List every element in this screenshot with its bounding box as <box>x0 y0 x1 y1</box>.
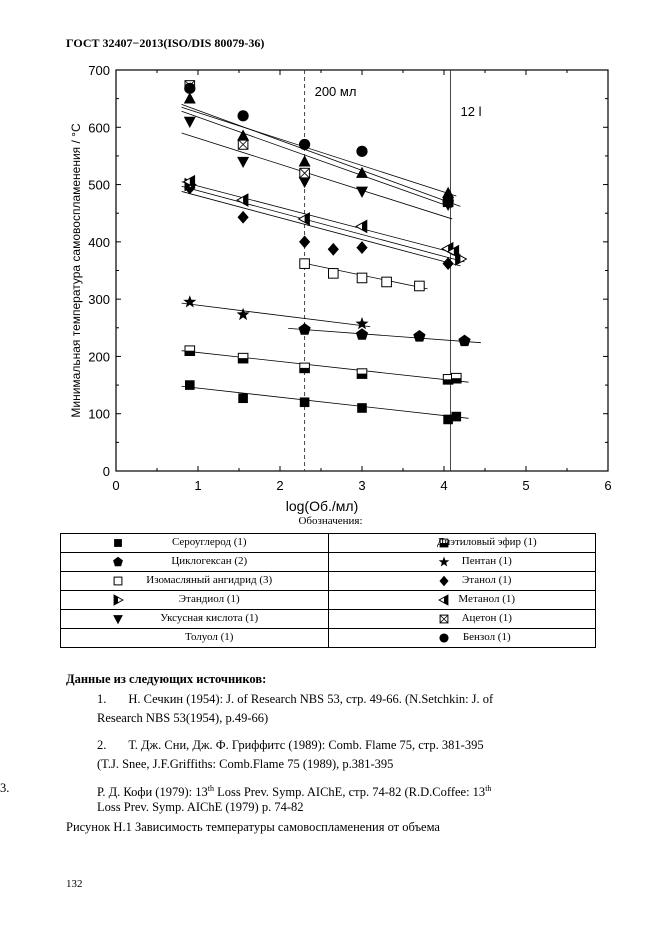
y-tick-label: 0 <box>102 464 110 479</box>
trend-line <box>182 186 465 262</box>
data-point <box>185 346 195 356</box>
data-point <box>238 140 248 150</box>
legend-label: Этанол (1) <box>462 574 512 586</box>
legend-label: Циклогексан (2) <box>171 555 248 567</box>
y-tick-label: 200 <box>88 349 110 365</box>
legend-label: Пентан (1) <box>461 555 512 567</box>
data-point <box>443 196 454 207</box>
trend-line <box>182 104 461 206</box>
legend-item <box>329 629 596 647</box>
legend-item <box>61 553 328 571</box>
legend-label: Ацетон (1) <box>461 612 512 624</box>
reference-2-continued: (T.J. Snee, J.F.Griffiths: Comb.Flame 75 (1989), p.381-395 <box>97 757 394 771</box>
data-point <box>329 269 339 279</box>
data-point <box>356 220 367 232</box>
reference-2 <box>97 736 484 755</box>
x-axis-label: log(Об./мл) <box>285 498 359 514</box>
data-point <box>299 323 311 335</box>
data-point <box>300 168 310 178</box>
data-point <box>357 273 367 283</box>
reference-number: 2. <box>97 738 107 752</box>
y-tick-label: 400 <box>88 234 110 250</box>
y-tick-label: 100 <box>88 406 110 422</box>
legend-row <box>61 610 596 629</box>
data-point <box>184 83 195 94</box>
legend-row <box>61 553 596 572</box>
data-point <box>300 397 310 407</box>
trend-line <box>182 303 371 326</box>
data-point <box>357 369 367 379</box>
reference-3-continued: Loss Prev. Symp. AIChE (1979) p. 74-82 <box>97 800 304 814</box>
legend-row <box>61 629 596 648</box>
data-point <box>237 157 249 168</box>
legend-item <box>329 610 596 628</box>
trend-line <box>182 351 469 383</box>
data-point <box>357 403 367 413</box>
legend-label: Сероуглерод (1) <box>171 536 247 548</box>
data-point <box>238 110 249 121</box>
data-point <box>356 146 367 157</box>
x-tick-label: 1 <box>194 478 202 493</box>
y-tick-label: 300 <box>88 292 110 308</box>
legend-row <box>61 591 596 610</box>
data-point <box>299 177 311 188</box>
data-point <box>300 259 310 269</box>
data-point <box>443 257 454 270</box>
legend-item <box>329 553 596 571</box>
reference-number: 1. <box>97 692 107 706</box>
data-point <box>452 412 462 422</box>
autoignition-chart <box>0 55 661 515</box>
data-point <box>299 139 310 150</box>
data-point <box>443 415 453 425</box>
trend-line <box>182 182 461 255</box>
document-header: ГОСТ 32407−2013(ISO/DIS 80079-36) <box>66 36 265 50</box>
legend-label: Толуол (1) <box>185 631 234 643</box>
data-point <box>238 211 249 224</box>
data-point <box>238 393 248 403</box>
data-point <box>184 117 196 128</box>
annotation-label: 200 мл <box>314 84 357 99</box>
x-tick-label: 0 <box>112 478 120 493</box>
legend-item <box>61 572 328 590</box>
reference-3: Р. Д. Кофи (1979): 13th Loss Prev. Symp. AIChE, стр. 74-82 (R.D.Coffee: 13th <box>97 784 492 800</box>
data-point <box>413 330 425 342</box>
data-point <box>237 194 248 206</box>
legend-item <box>329 591 596 609</box>
figure-caption: Рисунок Н.1 Зависимость температуры самовоспламенения от объема <box>66 820 440 834</box>
data-point <box>382 277 392 287</box>
legend-item <box>61 534 328 552</box>
page-number: 132 <box>66 878 83 890</box>
data-point <box>299 155 311 166</box>
data-point <box>356 187 368 198</box>
data-point <box>356 317 369 329</box>
data-point <box>328 243 339 256</box>
legend-label: Уксусная кислота (1) <box>160 612 259 624</box>
data-point <box>452 373 462 383</box>
data-point <box>238 353 248 363</box>
legend-row <box>61 572 596 591</box>
y-tick-label: 600 <box>88 120 110 136</box>
data-point <box>237 129 249 140</box>
data-point <box>185 380 195 390</box>
trend-line <box>182 386 469 418</box>
data-point <box>458 335 470 347</box>
y-axis-label: Минимальная температура самовоспламенения / °C <box>69 123 83 418</box>
trend-line <box>182 107 457 196</box>
trend-line <box>182 111 453 207</box>
data-point <box>237 308 250 320</box>
sources-title: Данные из следующих источников: <box>66 672 267 686</box>
reference-text: Н. Сечкин (1954): J. of Research NBS 53, стр. 49-66. (N.Setchkin: J. of <box>128 692 494 706</box>
y-tick-label: 500 <box>88 177 110 193</box>
reference-text: Т. Дж. Сни, Дж. Ф. Гриффитс (1989): Comb. Flame 75, стр. 381-395 <box>128 738 484 752</box>
data-point <box>183 295 196 307</box>
legend-item <box>61 591 328 609</box>
data-point <box>300 363 310 373</box>
reference-1 <box>97 690 493 709</box>
legend-label: Изомасляный ангидрид (3) <box>146 574 273 586</box>
legend-item <box>329 572 596 590</box>
x-tick-label: 3 <box>358 478 366 493</box>
legend-label: Этандиол (1) <box>178 593 240 605</box>
legend-table <box>60 533 596 648</box>
reference-3-number: 3. <box>0 781 10 795</box>
legend-label: Диэтиловый эфир (1) <box>436 536 537 548</box>
trend-line <box>288 328 481 342</box>
data-point <box>415 281 425 291</box>
legend-title: Обозначения: <box>298 515 363 527</box>
x-tick-label: 4 <box>440 478 448 493</box>
data-point <box>356 328 368 340</box>
y-tick-label: 700 <box>88 63 110 78</box>
x-tick-label: 2 <box>276 478 284 493</box>
reference-1-continued: Research NBS 53(1954), p.49-66) <box>97 711 269 725</box>
annotation-label: 12 l <box>460 104 482 119</box>
legend-label: Метанол (1) <box>458 593 516 605</box>
legend-item <box>61 610 328 628</box>
legend-item <box>329 534 596 552</box>
x-tick-label: 5 <box>522 478 530 493</box>
trend-line <box>182 133 453 219</box>
data-point <box>299 235 310 248</box>
data-point <box>356 241 367 254</box>
x-tick-label: 6 <box>604 478 612 493</box>
legend-item <box>61 629 328 647</box>
legend-label: Бензол (1) <box>462 631 511 643</box>
legend-row <box>61 534 596 553</box>
trend-line <box>182 191 461 265</box>
